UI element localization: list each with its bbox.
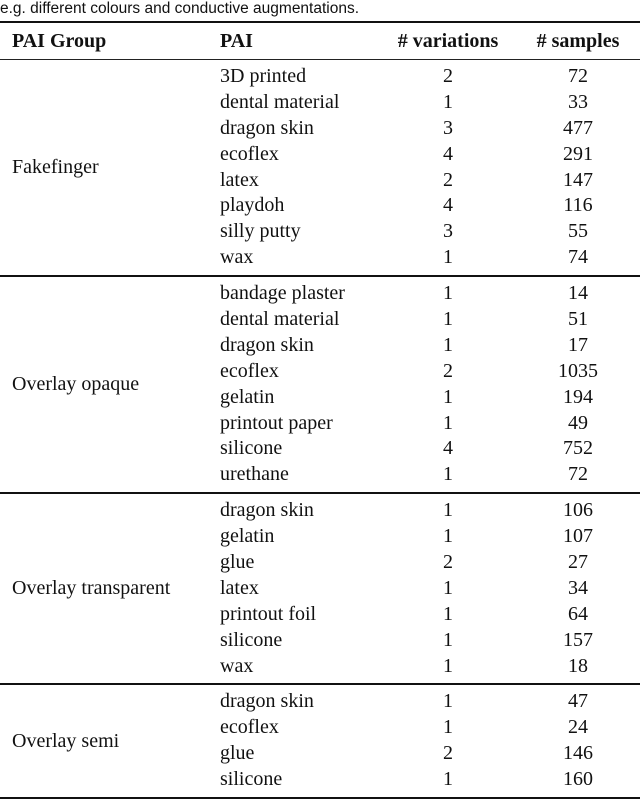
table-row xyxy=(208,715,640,741)
group-rows xyxy=(208,498,640,679)
pai-cell: printout paper xyxy=(220,411,333,434)
pai-cell: dragon skin xyxy=(220,116,314,139)
table-row xyxy=(208,436,640,462)
group-name-cell: Overlay transparent xyxy=(12,577,171,600)
table-row xyxy=(208,462,640,488)
table-row xyxy=(208,333,640,359)
samples-cell: 72 xyxy=(568,65,588,87)
samples-cell: 477 xyxy=(563,116,593,139)
pai-table xyxy=(0,21,640,799)
table-group xyxy=(0,60,640,277)
table-row xyxy=(208,741,640,767)
table-row xyxy=(208,281,640,307)
table-row xyxy=(208,245,640,271)
samples-cell: 106 xyxy=(563,499,593,522)
table-row xyxy=(208,90,640,116)
pai-cell: dragon skin xyxy=(220,499,314,522)
table-row xyxy=(208,219,640,245)
samples-cell: 14 xyxy=(568,282,588,305)
samples-cell: 51 xyxy=(568,308,588,331)
pai-cell: silicone xyxy=(220,768,283,791)
pai-cell: playdoh xyxy=(220,194,285,217)
pai-cell: urethane xyxy=(220,463,289,486)
samples-cell: 24 xyxy=(568,716,588,739)
table-row xyxy=(208,385,640,411)
pai-cell: wax xyxy=(220,246,254,269)
pai-cell: printout foil xyxy=(220,602,317,625)
group-name-cell: Fakefinger xyxy=(12,156,99,179)
header-variations: # variations xyxy=(397,29,499,52)
variations-cell: 3 xyxy=(443,116,453,139)
group-name-cell: Overlay opaque xyxy=(12,373,140,396)
table-row xyxy=(208,64,640,90)
table-row xyxy=(208,168,640,194)
samples-cell: 55 xyxy=(568,220,588,243)
variations-cell: 4 xyxy=(443,437,453,460)
group-rows xyxy=(208,689,640,793)
samples-cell: 34 xyxy=(568,576,588,599)
variations-cell: 1 xyxy=(443,246,453,269)
samples-cell: 64 xyxy=(568,602,588,625)
table-row xyxy=(208,142,640,168)
samples-cell: 74 xyxy=(568,246,588,269)
table-row xyxy=(208,307,640,333)
table-row xyxy=(208,524,640,550)
samples-cell: 160 xyxy=(563,768,593,791)
samples-cell: 147 xyxy=(563,168,593,191)
variations-cell: 1 xyxy=(443,308,453,331)
samples-cell: 194 xyxy=(563,385,593,408)
samples-cell: 291 xyxy=(563,142,593,165)
pai-cell: dental material xyxy=(220,90,340,113)
variations-cell: 2 xyxy=(443,359,453,382)
variations-cell: 4 xyxy=(443,142,453,165)
table-header-row xyxy=(0,23,640,60)
table-caption: e.g. different colours and conductive augmentations. xyxy=(0,0,360,17)
pai-cell: glue xyxy=(220,551,255,574)
pai-cell: wax xyxy=(220,654,254,677)
table-row xyxy=(208,550,640,576)
samples-cell: 116 xyxy=(563,194,593,217)
group-name-cell: Overlay semi xyxy=(12,729,120,752)
samples-cell: 47 xyxy=(568,690,588,713)
samples-cell: 17 xyxy=(568,333,588,356)
group-rows xyxy=(208,64,640,271)
table-group xyxy=(0,685,640,799)
table-row xyxy=(208,359,640,385)
pai-cell: glue xyxy=(220,742,255,765)
variations-cell: 1 xyxy=(443,499,453,522)
samples-cell: 157 xyxy=(563,628,593,651)
variations-cell: 1 xyxy=(443,333,453,356)
table-row xyxy=(208,602,640,628)
table-group xyxy=(0,277,640,494)
samples-cell: 752 xyxy=(563,437,593,460)
samples-cell: 146 xyxy=(563,742,593,765)
variations-cell: 1 xyxy=(443,525,453,548)
pai-cell: bandage plaster xyxy=(220,282,345,305)
pai-cell: dragon skin xyxy=(220,690,314,713)
samples-cell: 107 xyxy=(563,525,593,548)
table-row xyxy=(208,576,640,602)
table-row xyxy=(208,411,640,437)
variations-cell: 1 xyxy=(443,602,453,625)
variations-cell: 2 xyxy=(443,168,453,191)
table-row xyxy=(208,498,640,524)
samples-cell: 72 xyxy=(568,463,588,486)
group-rows xyxy=(208,281,640,488)
pai-cell: silly putty xyxy=(220,220,301,243)
samples-cell: 27 xyxy=(568,551,588,574)
samples-cell: 1035 xyxy=(558,359,598,382)
variations-cell: 2 xyxy=(443,551,453,574)
pai-cell: ecoflex xyxy=(220,716,279,739)
variations-cell: 1 xyxy=(443,690,453,713)
samples-cell: 33 xyxy=(568,90,588,113)
pai-cell: silicone xyxy=(220,628,283,651)
variations-cell: 3 xyxy=(443,220,453,243)
pai-cell: latex xyxy=(220,168,259,191)
pai-cell: ecoflex xyxy=(220,359,279,382)
variations-cell: 1 xyxy=(443,385,453,408)
table-row xyxy=(208,767,640,793)
table-row xyxy=(208,116,640,142)
variations-cell: 1 xyxy=(443,463,453,486)
pai-cell: silicone xyxy=(220,437,283,460)
variations-cell: 2 xyxy=(443,65,453,87)
samples-cell: 49 xyxy=(568,411,588,434)
table-group xyxy=(0,494,640,685)
table-row xyxy=(208,654,640,680)
header-pai: PAI xyxy=(220,29,253,52)
variations-cell: 1 xyxy=(443,628,453,651)
table-row xyxy=(208,193,640,219)
variations-cell: 1 xyxy=(443,411,453,434)
variations-cell: 2 xyxy=(443,742,453,765)
header-pai-group: PAI Group xyxy=(12,29,107,52)
variations-cell: 1 xyxy=(443,576,453,599)
variations-cell: 1 xyxy=(443,768,453,791)
header-samples: # samples xyxy=(536,29,620,52)
table-body xyxy=(0,60,640,799)
pai-cell: gelatin xyxy=(220,385,275,408)
variations-cell: 1 xyxy=(443,716,453,739)
pai-cell: dental material xyxy=(220,308,340,331)
variations-cell: 1 xyxy=(443,654,453,677)
pai-cell: dragon skin xyxy=(220,333,314,356)
table-row xyxy=(208,689,640,715)
pai-cell: gelatin xyxy=(220,525,275,548)
variations-cell: 4 xyxy=(443,194,453,217)
variations-cell: 1 xyxy=(443,282,453,305)
pai-cell: ecoflex xyxy=(220,142,279,165)
pai-cell: 3D printed xyxy=(220,65,307,87)
pai-cell: latex xyxy=(220,576,259,599)
table-row xyxy=(208,628,640,654)
variations-cell: 1 xyxy=(443,90,453,113)
samples-cell: 18 xyxy=(568,654,588,677)
